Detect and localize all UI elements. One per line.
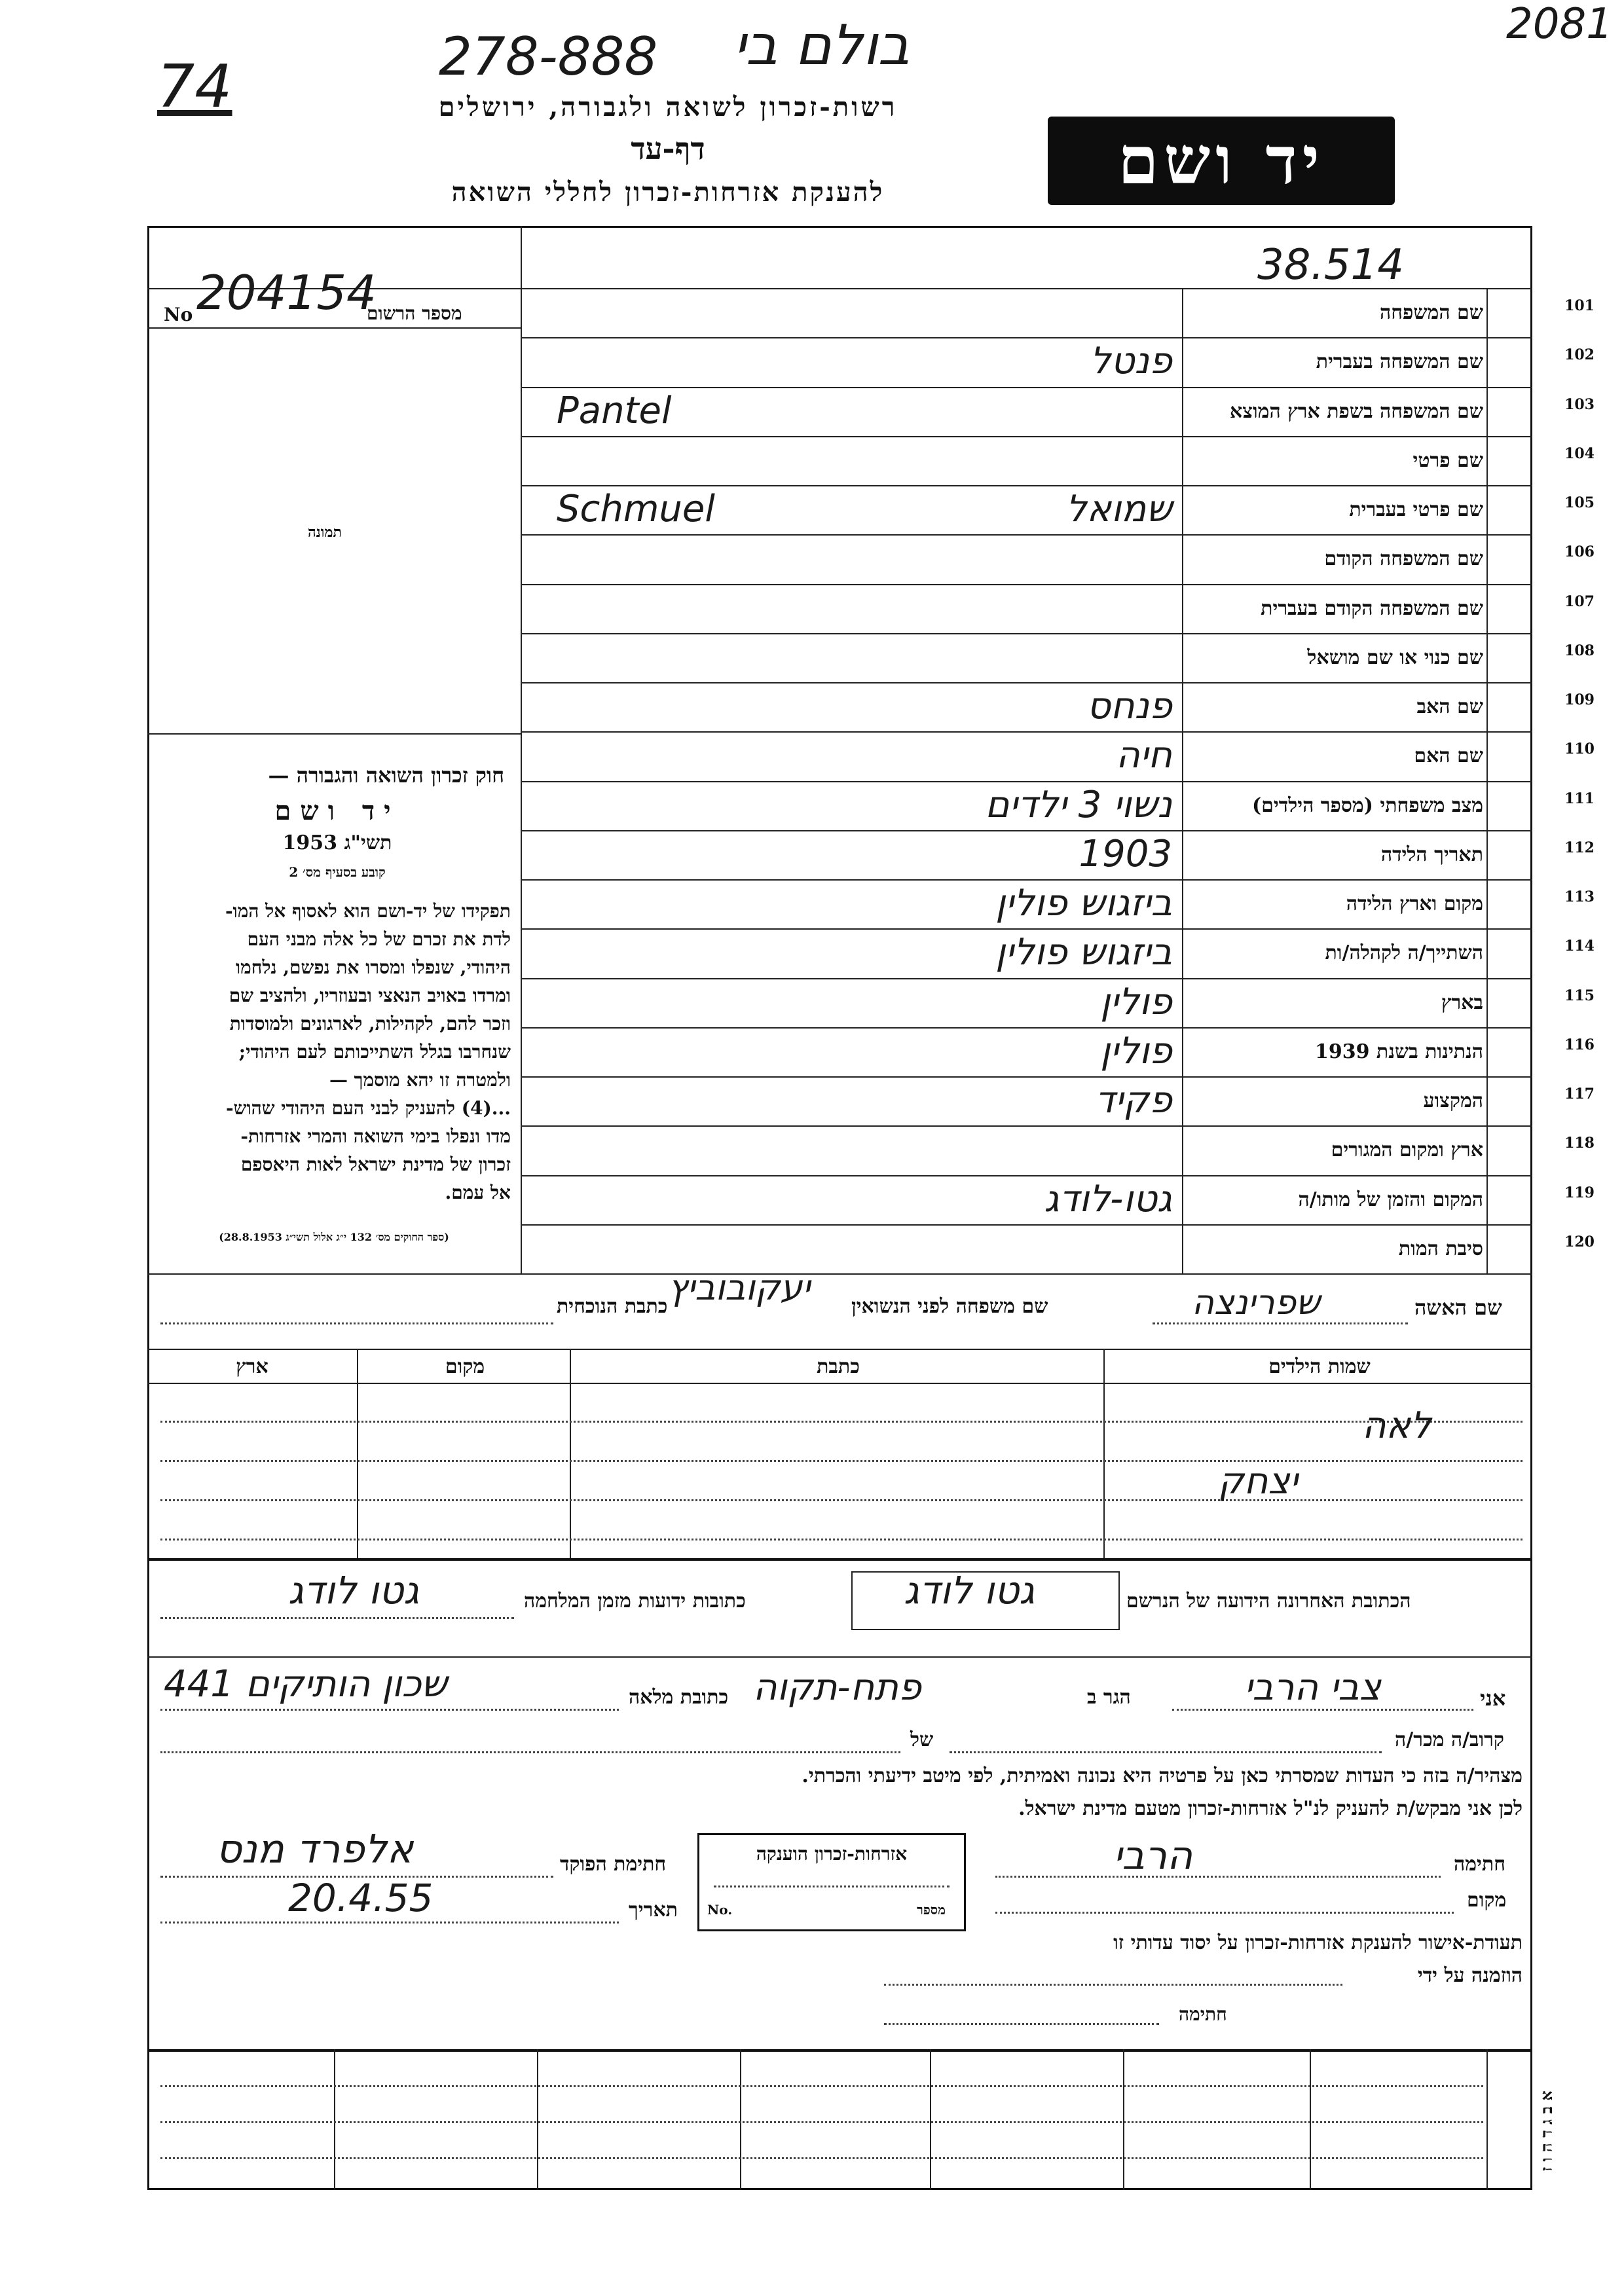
- field-label-114: השתייך/ה לקהלה/ות: [1325, 941, 1483, 965]
- field-number-119: 119: [1564, 1184, 1595, 1201]
- children-header-place: מקום: [445, 1355, 485, 1378]
- field-number-108: 108: [1564, 642, 1595, 659]
- field-number-105: 105: [1564, 494, 1595, 511]
- last-known-address-value: גטו לודג: [904, 1568, 1035, 1613]
- field-number-109: 109: [1564, 691, 1595, 708]
- field-label-109: שם האב: [1416, 695, 1483, 718]
- stamp-title: אזרחות-זכרון הוענקה: [756, 1843, 908, 1865]
- field-number-102: 102: [1564, 346, 1595, 364]
- wife-maiden-label: שם משפחה לפני הנשואין: [851, 1295, 1048, 1318]
- authority-title: רשות-זכרון לשואה ולגבורה, ירושלים: [438, 92, 898, 122]
- certificate-line-2: הוזמנה על ידי: [1417, 1964, 1522, 1987]
- field-label-102: שם המשפחה בעברית: [1316, 350, 1483, 374]
- bottom-side-label: א ב ג ד ה ו ז: [1537, 2090, 1556, 2172]
- field-value-117: פקיד: [1095, 1079, 1172, 1121]
- field-value-latin-105: Schmuel: [557, 488, 715, 530]
- field-number-120: 120: [1564, 1233, 1595, 1250]
- field-number-118: 118: [1564, 1135, 1595, 1152]
- law-line-4: ומרדו באויב הנאצי ובעוזריו, ולהציב שם: [229, 985, 511, 1006]
- field-number-111: 111: [1564, 790, 1595, 807]
- field-value-119: גטו-לודג: [1044, 1177, 1172, 1220]
- law-name: יד ושם: [274, 795, 400, 826]
- wartime-address-label: כתובות ידועות מזמן המלחמה: [524, 1590, 746, 1613]
- top-right-number: 38.514: [1257, 241, 1404, 289]
- field-value-113: ביזגוש פולין: [995, 882, 1172, 924]
- children-header-address: כתבת: [817, 1355, 860, 1378]
- field-value-115: פולין: [1100, 980, 1172, 1023]
- children-header-country: ארץ: [236, 1355, 268, 1378]
- law-footnote: (ספר החוקים מס׳ 132 י״ג אלול תשי״ג 28.8.1953): [219, 1231, 449, 1243]
- field-label-120: סיבת המות: [1398, 1237, 1483, 1260]
- field-value-116: פולין: [1100, 1029, 1172, 1072]
- field-label-105: שם פרטי בעברית: [1349, 498, 1483, 521]
- declarant-signature-label: חתימה: [1454, 1853, 1505, 1876]
- registration-value: 204154: [196, 265, 377, 320]
- archive-number: 278-888: [439, 26, 658, 87]
- certificate-line-1: תעודת-אישור להענקת אזרחות-זכרון על יסוד עדותי זו: [1113, 1931, 1522, 1954]
- field-number-112: 112: [1564, 839, 1595, 856]
- yad-vashem-logo: [1048, 117, 1395, 205]
- field-value-114: ביזגוש פולין: [995, 931, 1172, 974]
- wife-maiden-value: יעקובוביץ: [668, 1267, 811, 1308]
- field-label-101: שם המשפחה: [1379, 301, 1483, 324]
- field-number-110: 110: [1564, 740, 1595, 758]
- field-number-117: 117: [1564, 1085, 1595, 1102]
- declarant-city: פתח-תקוה: [753, 1666, 921, 1709]
- child-name-2: יצחק: [1218, 1460, 1299, 1503]
- field-label-103: שם המשפחה בשפת ארץ המוצא: [1230, 399, 1483, 423]
- declarant-full-address: שכון הותיקים 441: [164, 1663, 447, 1705]
- page-number: 74: [157, 52, 232, 121]
- law-line-11: אל עמם.: [445, 1182, 511, 1203]
- field-number-116: 116: [1564, 1036, 1595, 1053]
- field-label-106: שם המשפחה הקודם: [1324, 547, 1483, 571]
- field-label-112: תאריך הלידה: [1380, 843, 1483, 866]
- law-line-2: לדת את זכרם של כל אלה מבני העם: [247, 928, 511, 950]
- last-known-address-box: [851, 1571, 1120, 1630]
- field-label-110: שם האם: [1414, 744, 1483, 768]
- field-label-115: בארץ: [1441, 991, 1483, 1014]
- field-label-118: ארץ ומקום המגורים: [1331, 1139, 1483, 1162]
- last-known-address-label: הכתובת האחרונה הידועה של הנרשם: [1126, 1590, 1411, 1613]
- archive-hand-hebrew: בולם בי: [733, 13, 910, 77]
- declarant-of-label: של: [910, 1728, 934, 1751]
- field-label-119: המקום והזמן של מותו/ה: [1298, 1188, 1483, 1211]
- logo-text: יד ושם: [1118, 122, 1325, 199]
- declarant-i-label: אני: [1480, 1686, 1506, 1711]
- declarant-resides-label: הגר ב: [1087, 1686, 1131, 1709]
- wife-label: שם האשה: [1414, 1295, 1502, 1320]
- field-number-103: 103: [1564, 395, 1595, 413]
- field-number-113: 113: [1564, 888, 1595, 905]
- declarant-relative-label: קרוב/ה מכר/ה: [1395, 1728, 1504, 1751]
- wife-address-label: כתבת הנוכחית: [557, 1295, 668, 1318]
- declarant-place-label: מקום: [1467, 1889, 1507, 1912]
- field-value-103: Pantel: [557, 389, 672, 432]
- child-name-1: לאה: [1362, 1404, 1431, 1447]
- officer-signature-label: חתימת הפוקד: [560, 1853, 667, 1876]
- law-line-6: שנחרבו בגלל השתייכותם לעם היהודי;: [238, 1041, 511, 1063]
- form-title: דף-עד: [631, 131, 705, 166]
- registration-label: מספר הרשום: [367, 302, 462, 324]
- field-label-111: מצב משפחתי (מספר הילדים): [1251, 793, 1483, 817]
- field-label-108: שם כנוי או שם מושאל: [1307, 646, 1483, 669]
- children-header-names: שמות הילדים: [1268, 1355, 1371, 1378]
- registration-no-prefix: No: [164, 304, 193, 325]
- declaration-line-2: לכן אני מבקש/ת להעניק לנ"ל אזרחות-זכרון מטעם מדינת ישראל.: [1018, 1797, 1522, 1820]
- field-number-101: 101: [1564, 297, 1595, 314]
- law-year: תשי"ג 1953: [282, 831, 392, 854]
- declaration-line-1: מצהיר/ה בזה כי העדות שמסרתי כאן על פרטיה היא נכונה ואמיתית, לפי מיטב ידיעתי והכרתי.: [802, 1764, 1522, 1787]
- date-label: תאריך: [629, 1899, 678, 1922]
- field-number-107: 107: [1564, 592, 1595, 610]
- field-label-104: שם פרטי: [1412, 448, 1483, 472]
- law-line-3: היהודי, שנפלו ומסרו את נפשם, נלחמו: [235, 957, 511, 978]
- certificate-signature-label: חתימה: [1179, 2003, 1227, 2025]
- declarant-name: צבי הרבי: [1244, 1666, 1382, 1709]
- field-value-110: חיה: [1116, 734, 1172, 777]
- field-value-111: נשוי 3 ילדים: [985, 783, 1172, 826]
- law-clause: קובע בסעיף מס׳ 2: [289, 864, 386, 880]
- law-line-7: ולמטרה זו יהא מוסמך —: [329, 1069, 511, 1091]
- date-value: 20.4.55: [288, 1876, 434, 1920]
- law-line-8: ...(4) להעניק לבני העם היהודי שהוש-: [226, 1097, 511, 1119]
- field-value-112: 1903: [1079, 832, 1172, 875]
- officer-name: אלפרד מנס: [216, 1827, 414, 1872]
- field-label-107: שם המשפחה הקודם בעברית: [1261, 596, 1483, 620]
- stamp-number-label: מספר: [917, 1902, 946, 1918]
- law-title: חוק זכרון השואה והגבורה —: [268, 763, 504, 788]
- corner-mark: 2081: [1506, 0, 1613, 48]
- field-value-102: פנטל: [1090, 340, 1172, 383]
- field-number-114: 114: [1564, 938, 1595, 955]
- field-value-105: שמואל: [1065, 488, 1172, 530]
- wife-value: שפרינצה: [1192, 1283, 1320, 1322]
- field-number-115: 115: [1564, 987, 1595, 1004]
- law-line-9: מדו ונפלו בימי השואה והמרי אזרחות-: [240, 1125, 511, 1147]
- wartime-address-value: גטו לודג: [288, 1568, 420, 1613]
- field-number-106: 106: [1564, 543, 1595, 561]
- law-line-5: וזכר להם, לקהילות, לארגונים ולמוסדות: [229, 1013, 511, 1034]
- field-number-104: 104: [1564, 445, 1595, 462]
- declarant-signature: הרבי: [1113, 1833, 1193, 1879]
- declarant-full-address-label: כתובת מלאה: [629, 1686, 729, 1709]
- form-subtitle: להענקת אזרחות-זכרון לחללי השואה: [451, 177, 885, 208]
- field-label-117: המקצוע: [1423, 1089, 1483, 1112]
- law-line-1: תפקידו של יד-ושם הוא לאסוף אל המו-: [225, 900, 511, 922]
- field-value-109: פנחס: [1086, 685, 1172, 727]
- photo-area: [147, 327, 521, 733]
- field-label-116: הנתינות בשנת 1939: [1314, 1040, 1483, 1063]
- field-label-113: מקום וארץ הלידה: [1346, 892, 1483, 915]
- law-line-10: זכרון של מדינת ישראל לאות היאספם: [240, 1154, 511, 1175]
- stamp-no: No.: [707, 1902, 733, 1918]
- photo-label: תמונה: [308, 524, 342, 541]
